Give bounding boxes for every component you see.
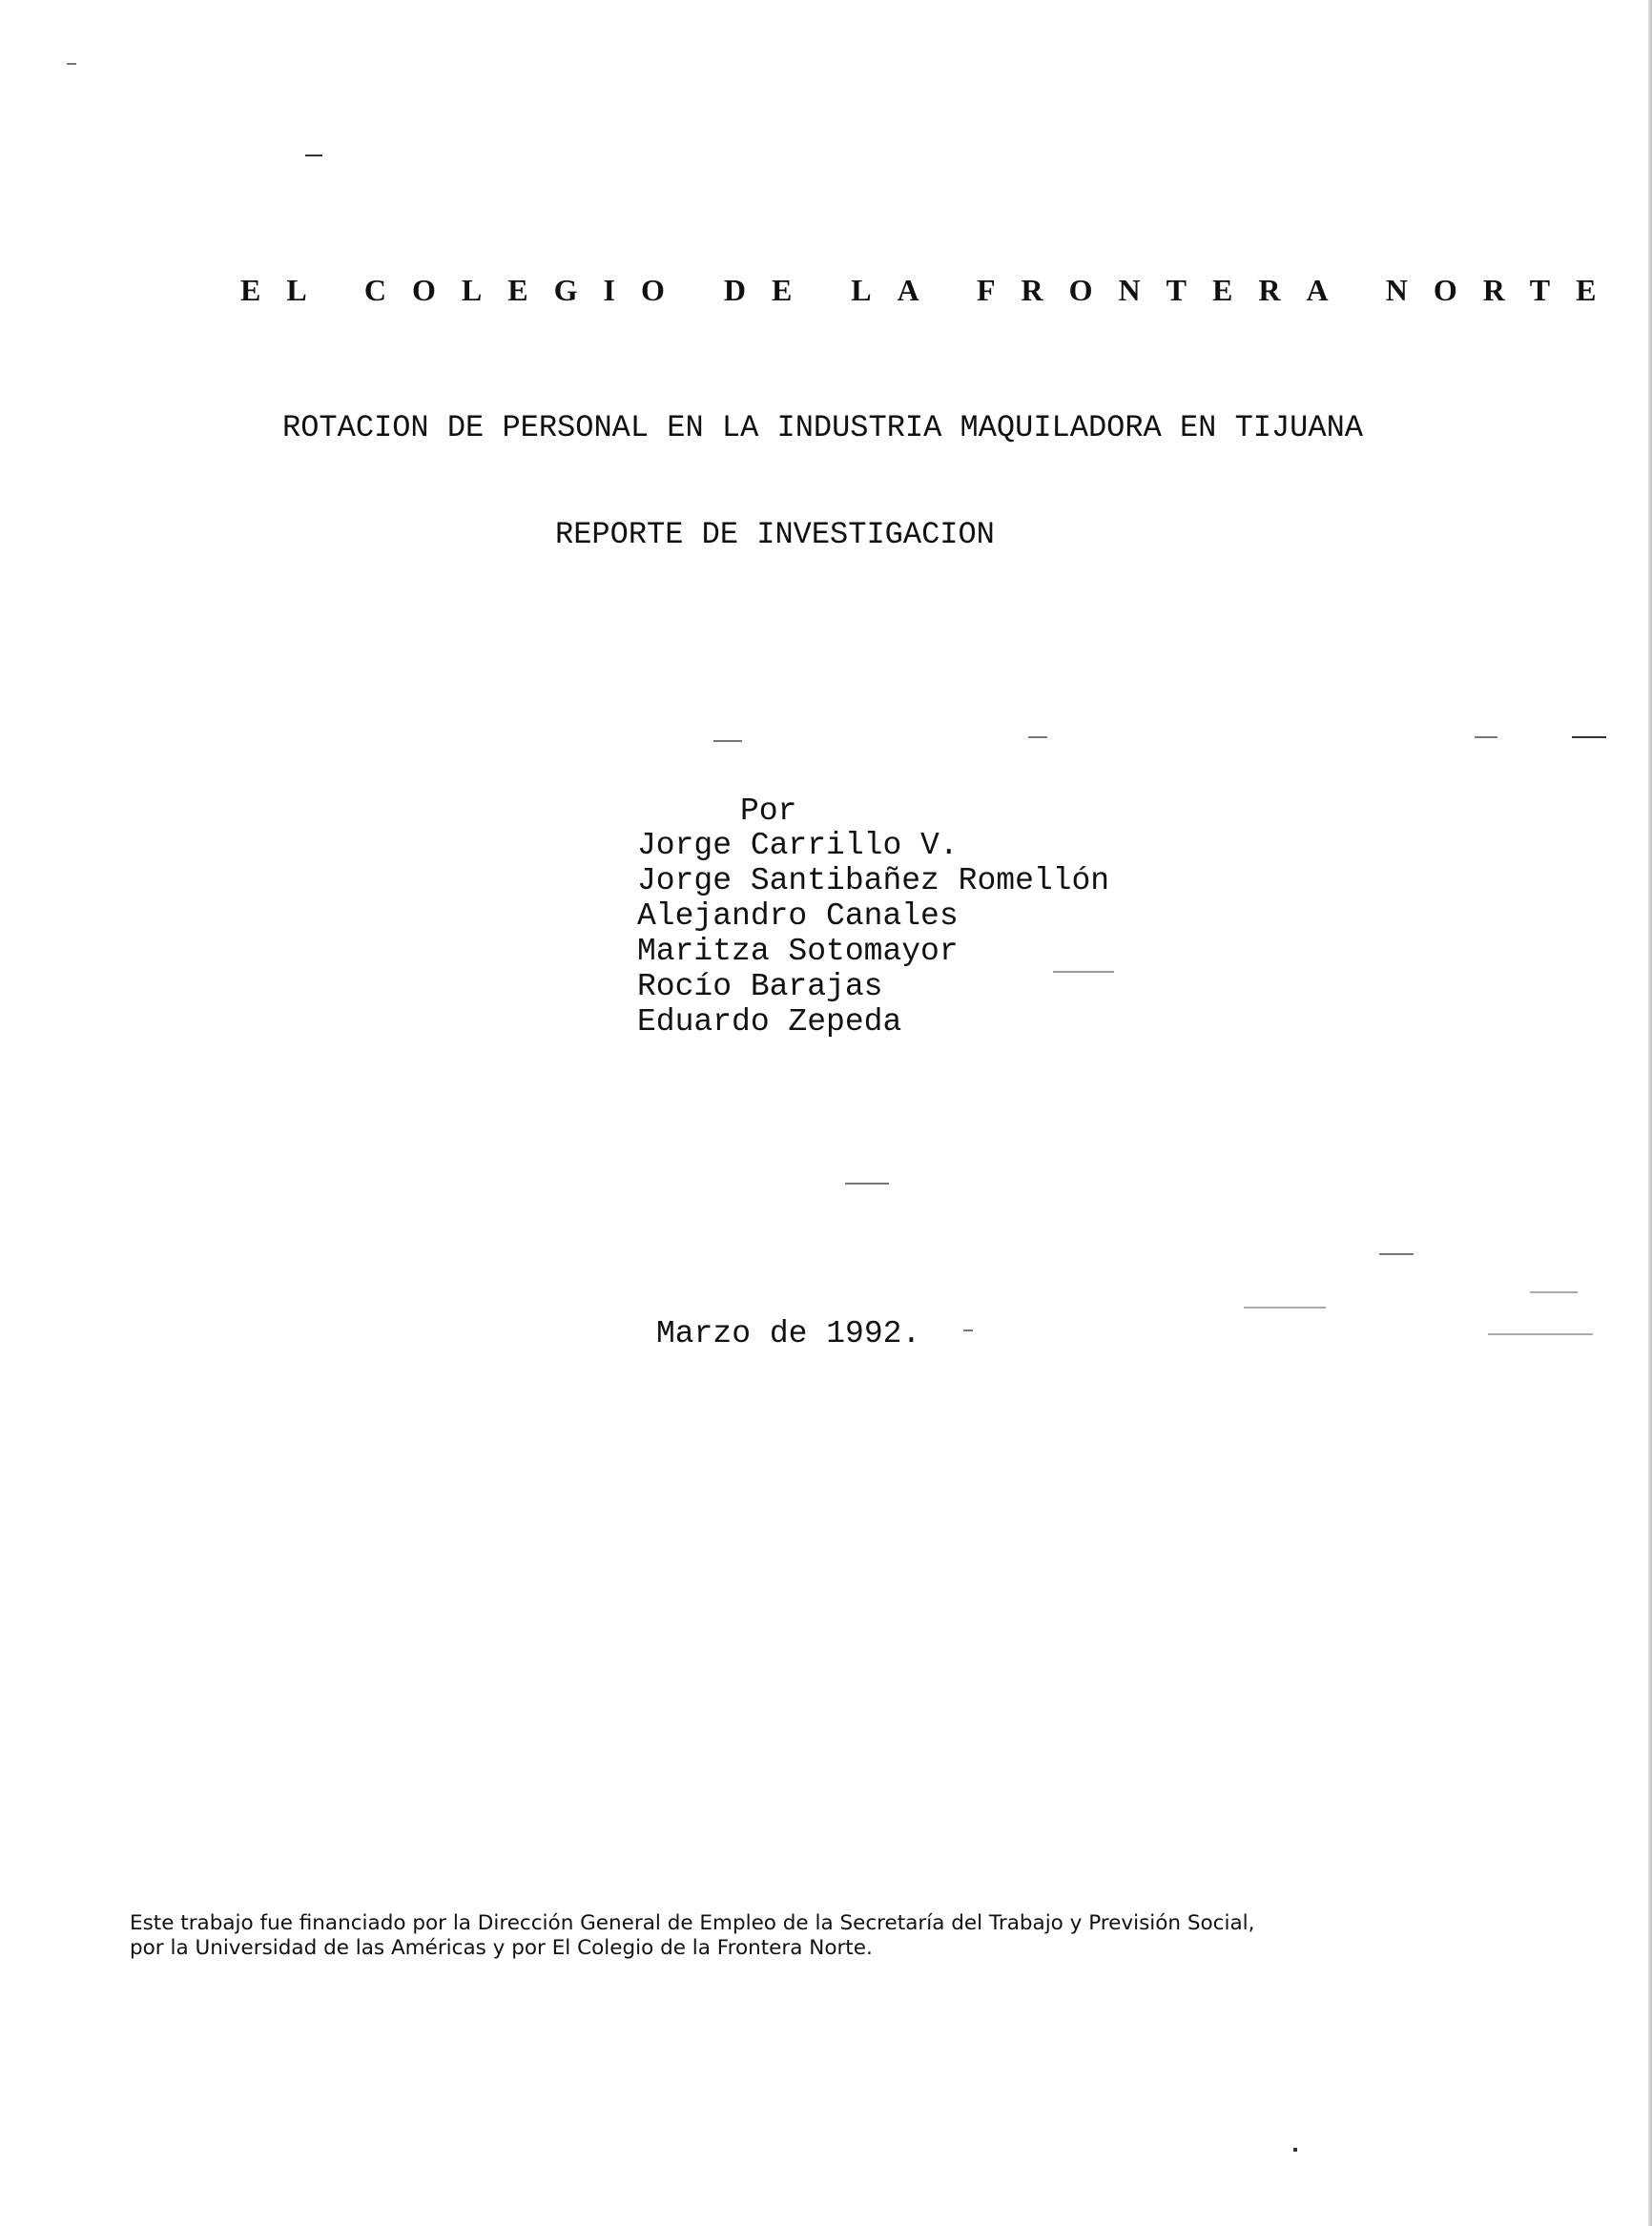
funding-note [130, 1911, 1560, 1961]
scan-speck [1379, 1253, 1414, 1255]
report-subtitle: REPORTE DE INVESTIGACION [555, 517, 995, 552]
scan-speck [67, 63, 76, 65]
scan-speck [963, 1329, 973, 1331]
author-name: Jorge Santibañez Romellón [637, 863, 1110, 898]
author-name: Jorge Carrillo V. [637, 828, 959, 863]
author-name: Eduardo Zepeda [637, 1004, 902, 1040]
funding-note-line: por la Universidad de las Américas y por El Colegio de la Frontera Norte. [130, 1936, 873, 1960]
scan-speck [1530, 1291, 1578, 1293]
institution-name: EL COLEGIO DE LA FRONTERA NORTE [240, 273, 1622, 307]
scan-speck [845, 1183, 889, 1185]
publication-date: Marzo de 1992. [656, 1316, 921, 1351]
page-edge-shadow [1648, 0, 1652, 2226]
author-name: Rocío Barajas [637, 969, 883, 1004]
funding-note-line: Este trabajo fue financiado por la Dirección General de Empleo de la Secretaría del Trabajo y Previsión Social, [130, 1911, 1255, 1935]
author-name: Alejandro Canales [637, 898, 959, 934]
scan-speck [1488, 1333, 1593, 1335]
author-list [637, 828, 1109, 1040]
scan-speck [713, 740, 742, 742]
scan-speck [305, 155, 322, 156]
scan-speck [1028, 736, 1047, 738]
scan-speck [1293, 2148, 1297, 2152]
scan-speck [1244, 1307, 1326, 1309]
scan-speck [1475, 736, 1497, 738]
scan-speck [1053, 971, 1114, 973]
report-title: ROTACION DE PERSONAL EN LA INDUSTRIA MAQUILADORA EN TIJUANA [282, 410, 1363, 445]
scan-speck [1572, 736, 1606, 738]
by-label: Por [740, 794, 797, 829]
author-name: Maritza Sotomayor [637, 934, 959, 969]
